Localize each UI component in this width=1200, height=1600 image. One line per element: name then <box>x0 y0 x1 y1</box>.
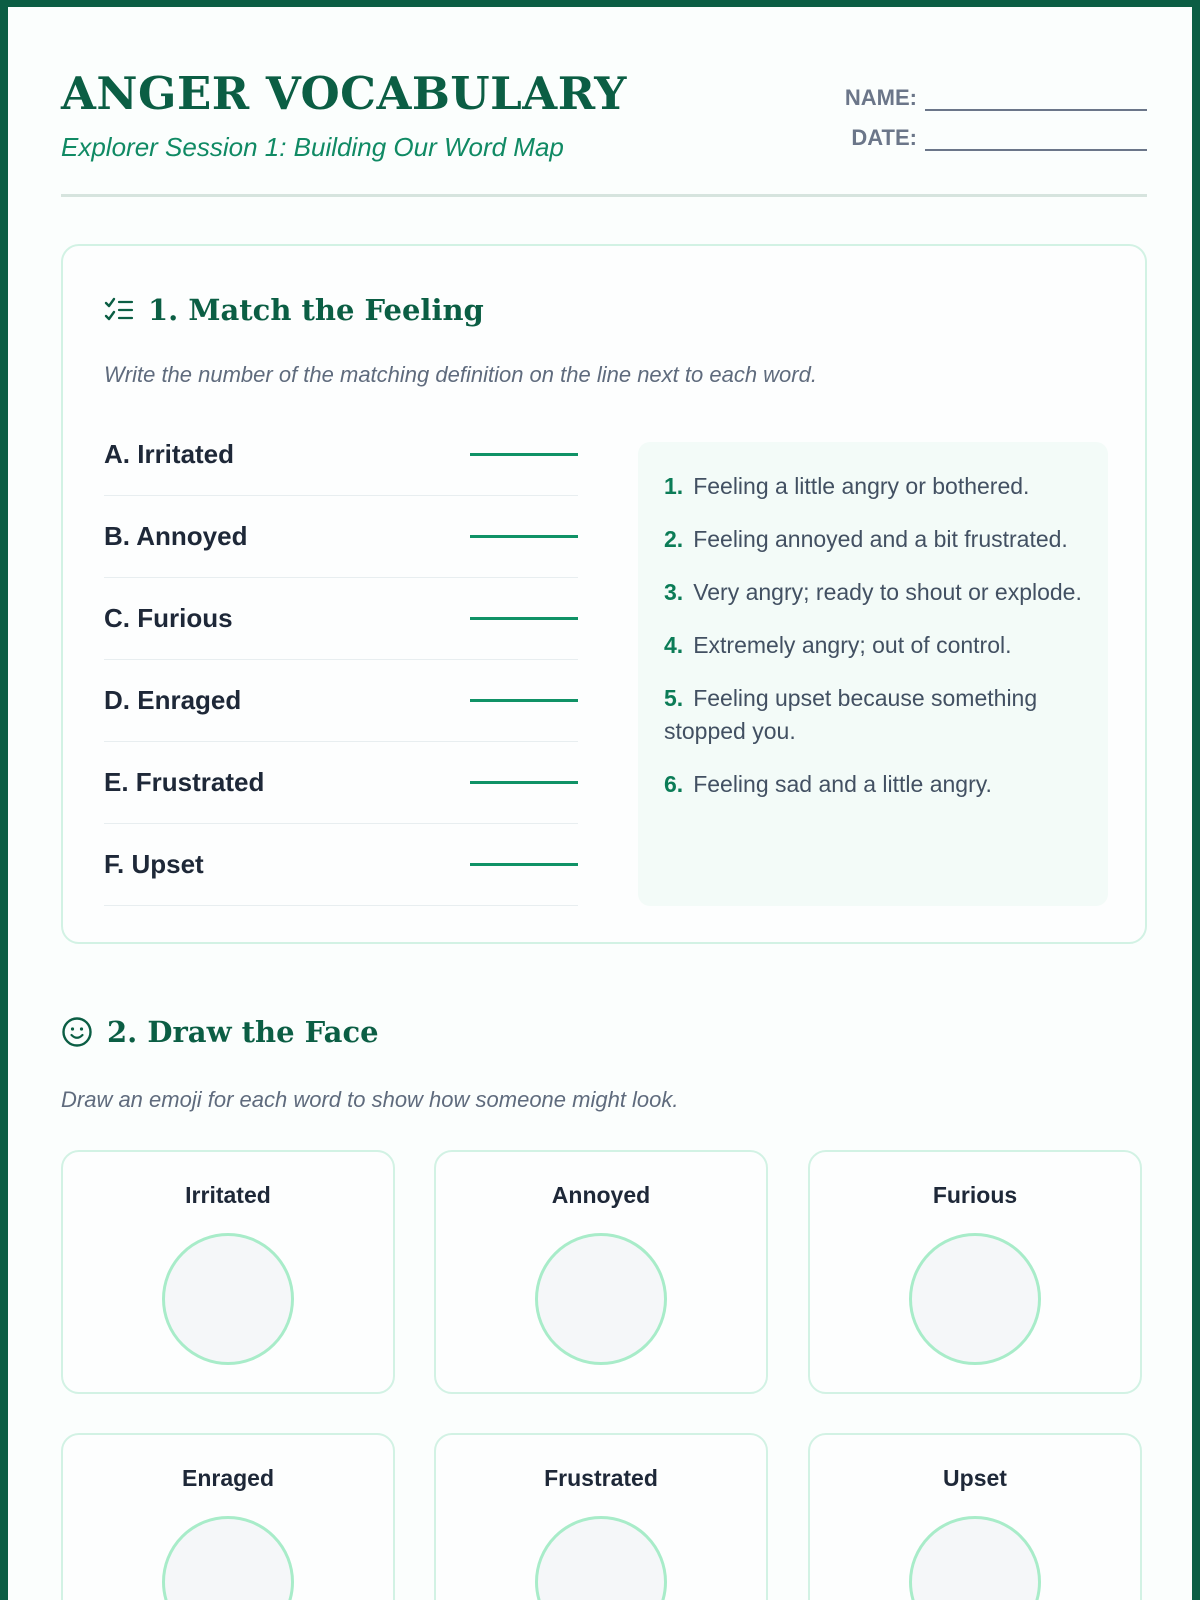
name-field[interactable] <box>845 85 1147 111</box>
face-label: Frustrated <box>544 1465 658 1491</box>
word-row <box>104 660 578 742</box>
checklist-icon <box>104 297 134 323</box>
draw-section-title <box>61 1015 379 1049</box>
page-title: ANGER VOCABULARY <box>61 67 627 120</box>
definition-number: 5. <box>664 685 684 711</box>
word-list <box>104 414 578 906</box>
word-row <box>104 496 578 578</box>
word-label: A. Irritated <box>104 439 235 469</box>
definition-number: 6. <box>664 771 684 797</box>
definitions-box <box>638 442 1108 906</box>
definition-item <box>664 470 1082 503</box>
drawing-circle[interactable] <box>535 1516 667 1600</box>
face-label: Irritated <box>185 1182 271 1208</box>
drawing-circle[interactable] <box>162 1233 294 1365</box>
definition-text: Very angry; ready to shout or explode. <box>693 579 1082 605</box>
drawing-circle[interactable] <box>909 1516 1041 1600</box>
answer-line[interactable] <box>470 699 578 702</box>
match-section-card <box>61 244 1147 944</box>
face-card <box>808 1433 1142 1600</box>
face-label: Furious <box>932 1182 1018 1208</box>
face-card <box>61 1150 395 1394</box>
match-section-title <box>104 293 484 327</box>
drawing-circle[interactable] <box>909 1233 1041 1365</box>
date-field[interactable] <box>851 125 1147 151</box>
definition-item <box>664 768 1082 801</box>
word-label: E. Frustrated <box>104 767 265 797</box>
definition-number: 1. <box>664 473 684 499</box>
draw-section-title-text: 2. Draw the Face <box>107 1015 379 1049</box>
match-section-title-text: 1. Match the Feeling <box>148 293 484 327</box>
answer-line[interactable] <box>470 617 578 620</box>
definition-text: Feeling annoyed and a bit frustrated. <box>693 526 1068 552</box>
answer-line[interactable] <box>470 863 578 866</box>
definition-text: Feeling sad and a little angry. <box>693 771 992 797</box>
definition-item <box>664 576 1082 609</box>
face-card <box>61 1433 395 1600</box>
answer-line[interactable] <box>470 453 578 456</box>
word-label: F. Upset <box>104 849 204 879</box>
definition-text: Feeling upset because something stopped you. <box>664 685 1038 744</box>
drawing-circle[interactable] <box>535 1233 667 1365</box>
name-label: NAME: <box>844 85 917 110</box>
name-line[interactable] <box>925 91 1147 111</box>
face-card <box>434 1150 768 1394</box>
word-label: C. Furious <box>104 603 233 633</box>
face-card <box>434 1433 768 1600</box>
face-label: Enraged <box>181 1465 275 1491</box>
draw-instruction: Draw an emoji for each word to show how someone might look. <box>61 1087 679 1112</box>
face-label: Upset <box>943 1465 1007 1491</box>
word-label: D. Enraged <box>104 685 242 715</box>
answer-line[interactable] <box>470 781 578 784</box>
date-label: DATE: <box>851 125 917 150</box>
definition-item <box>664 523 1082 556</box>
word-row <box>104 824 578 906</box>
face-label: Annoyed <box>551 1182 651 1208</box>
date-line[interactable] <box>925 131 1147 151</box>
word-row <box>104 742 578 824</box>
definition-text: Extremely angry; out of control. <box>693 632 1012 658</box>
page-subtitle: Explorer Session 1: Building Our Word Map <box>61 132 564 162</box>
smiley-face-icon <box>61 1016 93 1048</box>
definition-text: Feeling a little angry or bothered. <box>693 473 1030 499</box>
definition-item <box>664 629 1082 662</box>
definition-number: 2. <box>664 526 684 552</box>
definition-number: 3. <box>664 579 684 605</box>
word-row <box>104 578 578 660</box>
word-label: B. Annoyed <box>104 521 248 551</box>
answer-line[interactable] <box>470 535 578 538</box>
face-card <box>808 1150 1142 1394</box>
drawing-circle[interactable] <box>162 1516 294 1600</box>
worksheet-header <box>61 67 1147 197</box>
word-row <box>104 414 578 496</box>
definition-number: 4. <box>664 632 684 658</box>
match-instruction: Write the number of the matching definition on the line next to each word. <box>104 362 817 387</box>
definition-item <box>664 682 1082 748</box>
